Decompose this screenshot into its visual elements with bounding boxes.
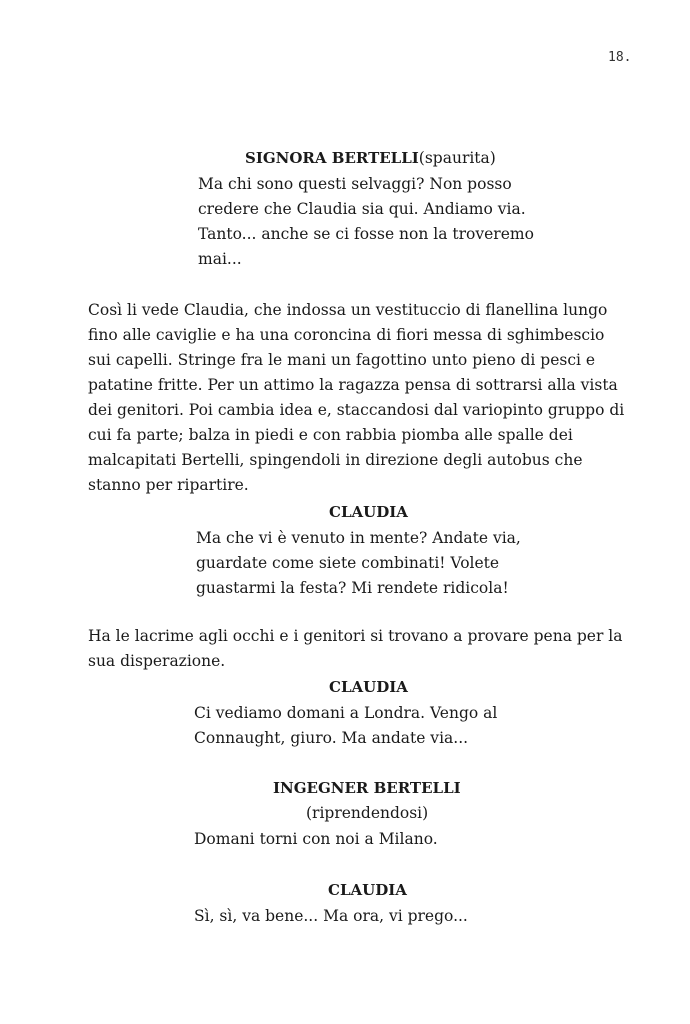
parenthetical: (spaurita) bbox=[418, 149, 496, 167]
character-name: SIGNORA BERTELLI bbox=[245, 149, 419, 167]
character-heading bbox=[245, 146, 496, 171]
dialogue bbox=[196, 526, 556, 601]
paragraph-line: dei genitori. Poi cambia idea e, staccandosi dal variopinto gruppo di bbox=[88, 401, 625, 419]
character-name: INGEGNER BERTELLI bbox=[273, 779, 461, 797]
paragraph-line: malcapitati Bertelli, spingendoli in direzione degli autobus che bbox=[88, 451, 583, 469]
character-heading bbox=[329, 675, 408, 700]
dialogue-line: guastarmi la festa? Mi rendete ridicola! bbox=[196, 579, 509, 597]
dialogue-line: Ma che vi è venuto in mente? Andate via, bbox=[196, 529, 521, 547]
dialogue bbox=[194, 701, 554, 751]
character-heading bbox=[328, 878, 407, 903]
paragraph-line: sua disperazione. bbox=[88, 652, 226, 670]
dialogue-line: Sì, sì, va bene... Ma ora, vi prego... bbox=[194, 907, 468, 925]
paragraph-line: cui fa parte; balza in piedi e con rabbia piomba alle spalle dei bbox=[88, 426, 573, 444]
dialogue bbox=[194, 904, 554, 929]
dialogue-line: Ma chi sono questi selvaggi? Non posso bbox=[198, 175, 512, 193]
dialogue-line: credere che Claudia sia qui. Andiamo via. bbox=[198, 200, 526, 218]
character-name: CLAUDIA bbox=[329, 503, 408, 521]
dialogue-line: Tanto... anche se ci fosse non la troveremo bbox=[198, 225, 534, 243]
parenthetical: (riprendendosi) bbox=[306, 804, 429, 822]
paragraph-line: patatine fritte. Per un attimo la ragazza pensa di sottrarsi alla vista bbox=[88, 376, 618, 394]
dialogue-line: Connaught, giuro. Ma andate via... bbox=[194, 729, 469, 747]
character-name: CLAUDIA bbox=[328, 881, 407, 899]
dialogue bbox=[198, 172, 558, 272]
dialogue bbox=[194, 827, 554, 852]
character-heading bbox=[273, 776, 461, 801]
action-paragraph bbox=[88, 624, 646, 674]
dialogue-line: Domani torni con noi a Milano. bbox=[194, 830, 438, 848]
character-name: CLAUDIA bbox=[329, 678, 408, 696]
paragraph-line: fino alle caviglie e ha una coroncina di fiori messa di sghimbescio bbox=[88, 326, 605, 344]
page-number: 18. bbox=[608, 50, 632, 65]
action-paragraph bbox=[88, 298, 646, 498]
dialogue-line: guardate come siete combinati! Volete bbox=[196, 554, 500, 572]
paragraph-line: sui capelli. Stringe fra le mani un fagottino unto pieno di pesci e bbox=[88, 351, 596, 369]
character-heading bbox=[329, 500, 408, 525]
dialogue-line: mai... bbox=[198, 250, 242, 268]
paragraph-line: stanno per ripartire. bbox=[88, 476, 249, 494]
dialogue-line: Ci vediamo domani a Londra. Vengo al bbox=[194, 704, 498, 722]
paragraph-line: Così li vede Claudia, che indossa un vestituccio di flanellina lungo bbox=[88, 301, 608, 319]
paragraph-line: Ha le lacrime agli occhi e i genitori si trovano a provare pena per la bbox=[88, 627, 623, 645]
